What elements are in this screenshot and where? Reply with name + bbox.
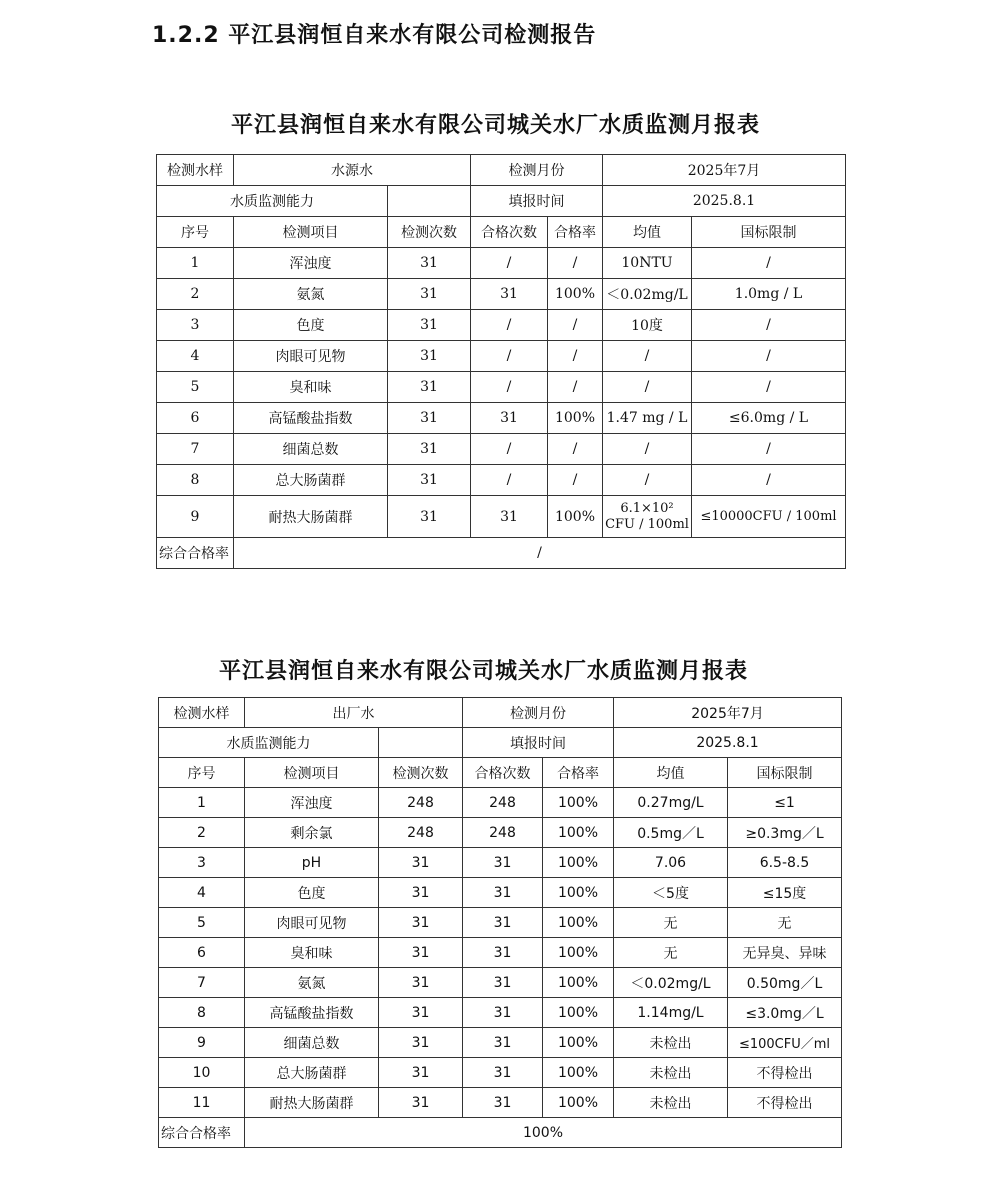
label-overall-rate: 综合合格率	[159, 1118, 245, 1148]
cell-mean: /	[603, 465, 692, 496]
cell-pass-count: 31	[463, 1088, 543, 1118]
column-header-row	[159, 758, 842, 788]
overall-row	[157, 538, 846, 569]
cell-item: 细菌总数	[234, 434, 388, 465]
cell-pass-count: /	[471, 310, 548, 341]
cell-pass-count: /	[471, 341, 548, 372]
cell-limit: ≤15度	[728, 878, 842, 908]
cell-seq: 7	[159, 968, 245, 998]
cell-item: 总大肠菌群	[234, 465, 388, 496]
cell-pass-count: 31	[463, 938, 543, 968]
cell-count: 31	[388, 465, 471, 496]
cell-pass-count: /	[471, 372, 548, 403]
cell-pass-count: /	[471, 434, 548, 465]
cell-pass-rate: /	[548, 465, 603, 496]
cell-mean: 10度	[603, 310, 692, 341]
report-title-source-water: 平江县润恒自来水有限公司城关水厂水质监测月报表	[231, 112, 761, 138]
value-overall-rate: 100%	[245, 1118, 842, 1148]
cell-mean: 未检出	[614, 1028, 728, 1058]
cell-seq: 4	[159, 878, 245, 908]
cell-seq: 8	[157, 465, 234, 496]
cell-item: 肉眼可见物	[234, 341, 388, 372]
cell-pass-count: /	[471, 465, 548, 496]
table-row	[157, 341, 846, 372]
cell-pass-count: 31	[471, 403, 548, 434]
cell-pass-rate: 100%	[543, 938, 614, 968]
cell-seq: 6	[159, 938, 245, 968]
value-fill-time: 2025.8.1	[614, 728, 842, 758]
cell-seq: 2	[159, 818, 245, 848]
cell-item: 剩余氯	[245, 818, 379, 848]
cell-count: 31	[379, 968, 463, 998]
report-title-finished-water: 平江县润恒自来水有限公司城关水厂水质监测月报表	[219, 658, 749, 684]
cell-pass-count: 31	[463, 968, 543, 998]
cell-item: 氨氮	[245, 968, 379, 998]
cell-seq: 6	[157, 403, 234, 434]
cell-seq: 3	[159, 848, 245, 878]
label-sample: 检测水样	[157, 155, 234, 186]
value-fill-time: 2025.8.1	[603, 186, 846, 217]
cell-pass-rate: 100%	[543, 1058, 614, 1088]
label-fill-time: 填报时间	[463, 728, 614, 758]
table-row	[157, 496, 846, 538]
cell-mean: /	[603, 372, 692, 403]
cell-seq: 1	[157, 248, 234, 279]
table-row	[157, 403, 846, 434]
header-row-sample	[159, 698, 842, 728]
label-overall-rate: 综合合格率	[157, 538, 234, 569]
cell-seq: 10	[159, 1058, 245, 1088]
cell-pass-rate: /	[548, 372, 603, 403]
cell-limit: 1.0mg / L	[692, 279, 846, 310]
cell-mean: 7.06	[614, 848, 728, 878]
column-header-mean: 均值	[614, 758, 728, 788]
column-header-count: 检测次数	[379, 758, 463, 788]
cell-pass-rate: 100%	[543, 788, 614, 818]
cell-count: 31	[379, 848, 463, 878]
cell-mean: 无	[614, 908, 728, 938]
cell-seq: 4	[157, 341, 234, 372]
header-row-sample	[157, 155, 846, 186]
cell-count: 31	[388, 341, 471, 372]
cell-item: 浑浊度	[245, 788, 379, 818]
cell-pass-rate: 100%	[543, 1028, 614, 1058]
table-row	[159, 818, 842, 848]
cell-mean: /	[603, 341, 692, 372]
header-row-capability	[157, 186, 846, 217]
label-month: 检测月份	[463, 698, 614, 728]
cell-pass-count: 31	[463, 998, 543, 1028]
cell-limit: 无	[728, 908, 842, 938]
cell-limit: ≥0.3mg／L	[728, 818, 842, 848]
cell-mean: ＜5度	[614, 878, 728, 908]
cell-count: 31	[388, 279, 471, 310]
cell-item: pH	[245, 848, 379, 878]
table-row	[159, 968, 842, 998]
cell-mean: 未检出	[614, 1058, 728, 1088]
cell-item: 耐热大肠菌群	[234, 496, 388, 538]
cell-seq: 5	[157, 372, 234, 403]
cell-limit: ≤10000CFU / 100ml	[692, 496, 846, 538]
cell-seq: 1	[159, 788, 245, 818]
column-header-seq: 序号	[159, 758, 245, 788]
cell-count: 31	[388, 496, 471, 538]
cell-item: 细菌总数	[245, 1028, 379, 1058]
column-header-limit: 国标限制	[692, 217, 846, 248]
cell-mean: 1.47 mg / L	[603, 403, 692, 434]
cell-seq: 5	[159, 908, 245, 938]
cell-limit: ≤1	[728, 788, 842, 818]
table-row	[157, 434, 846, 465]
cell-pass-count: 31	[463, 848, 543, 878]
value-capability	[388, 186, 471, 217]
table-row	[159, 788, 842, 818]
label-fill-time: 填报时间	[471, 186, 603, 217]
cell-pass-rate: 100%	[543, 1088, 614, 1118]
cell-count: 31	[379, 908, 463, 938]
column-header-row	[157, 217, 846, 248]
cell-item: 臭和味	[234, 372, 388, 403]
column-header-pass-count: 合格次数	[471, 217, 548, 248]
cell-pass-rate: 100%	[543, 968, 614, 998]
cell-seq: 11	[159, 1088, 245, 1118]
cell-item: 耐热大肠菌群	[245, 1088, 379, 1118]
table-row	[157, 372, 846, 403]
cell-count: 31	[379, 938, 463, 968]
cell-mean: 6.1×10² CFU / 100ml	[603, 496, 692, 538]
table-row	[159, 1028, 842, 1058]
cell-item: 色度	[234, 310, 388, 341]
cell-count: 31	[388, 372, 471, 403]
value-month: 2025年7月	[614, 698, 842, 728]
cell-mean: 无	[614, 938, 728, 968]
cell-limit: /	[692, 372, 846, 403]
cell-mean: 0.27mg/L	[614, 788, 728, 818]
cell-item: 肉眼可见物	[245, 908, 379, 938]
table-row	[159, 938, 842, 968]
column-header-mean: 均值	[603, 217, 692, 248]
cell-count: 31	[388, 403, 471, 434]
cell-item: 色度	[245, 878, 379, 908]
label-month: 检测月份	[471, 155, 603, 186]
cell-limit: /	[692, 465, 846, 496]
cell-pass-count: 31	[463, 1058, 543, 1088]
column-header-count: 检测次数	[388, 217, 471, 248]
cell-item: 浑浊度	[234, 248, 388, 279]
cell-mean: /	[603, 434, 692, 465]
value-capability	[379, 728, 463, 758]
table-row	[159, 1058, 842, 1088]
cell-count: 31	[379, 998, 463, 1028]
cell-item: 高锰酸盐指数	[245, 998, 379, 1028]
cell-mean: 10NTU	[603, 248, 692, 279]
cell-mean: 1.14mg/L	[614, 998, 728, 1028]
table-row	[159, 878, 842, 908]
label-sample: 检测水样	[159, 698, 245, 728]
table-row	[159, 908, 842, 938]
table-row	[159, 1088, 842, 1118]
cell-count: 31	[379, 1088, 463, 1118]
cell-pass-rate: 100%	[548, 403, 603, 434]
cell-pass-rate: /	[548, 248, 603, 279]
cell-pass-count: 31	[471, 496, 548, 538]
cell-mean: 0.5mg／L	[614, 818, 728, 848]
cell-pass-count: 31	[463, 1028, 543, 1058]
cell-count: 31	[379, 878, 463, 908]
column-header-pass-count: 合格次数	[463, 758, 543, 788]
value-month: 2025年7月	[603, 155, 846, 186]
table-row	[159, 998, 842, 1028]
cell-pass-count: 31	[471, 279, 548, 310]
cell-seq: 9	[157, 496, 234, 538]
cell-item: 氨氮	[234, 279, 388, 310]
cell-limit: 无异臭、异味	[728, 938, 842, 968]
column-header-item: 检测项目	[234, 217, 388, 248]
cell-count: 248	[379, 818, 463, 848]
cell-limit: 0.50mg／L	[728, 968, 842, 998]
report-table-source-water	[156, 154, 846, 569]
cell-limit: /	[692, 434, 846, 465]
cell-pass-rate: 100%	[543, 818, 614, 848]
cell-limit: /	[692, 310, 846, 341]
table-row	[157, 248, 846, 279]
cell-seq: 2	[157, 279, 234, 310]
cell-count: 31	[379, 1028, 463, 1058]
cell-pass-count: /	[471, 248, 548, 279]
column-header-limit: 国标限制	[728, 758, 842, 788]
cell-limit: ≤6.0mg / L	[692, 403, 846, 434]
cell-limit: ≤100CFU／ml	[728, 1028, 842, 1058]
value-sample: 出厂水	[245, 698, 463, 728]
cell-limit: 6.5-8.5	[728, 848, 842, 878]
cell-limit: 不得检出	[728, 1058, 842, 1088]
table-row	[157, 279, 846, 310]
cell-mean: 未检出	[614, 1088, 728, 1118]
cell-limit: ≤3.0mg／L	[728, 998, 842, 1028]
column-header-pass-rate: 合格率	[543, 758, 614, 788]
column-header-item: 检测项目	[245, 758, 379, 788]
cell-seq: 3	[157, 310, 234, 341]
cell-count: 31	[388, 310, 471, 341]
cell-pass-count: 248	[463, 788, 543, 818]
column-header-seq: 序号	[157, 217, 234, 248]
cell-seq: 7	[157, 434, 234, 465]
label-capability: 水质监测能力	[157, 186, 388, 217]
cell-limit: 不得检出	[728, 1088, 842, 1118]
column-header-pass-rate: 合格率	[548, 217, 603, 248]
cell-pass-rate: /	[548, 341, 603, 372]
cell-pass-rate: 100%	[543, 998, 614, 1028]
value-overall-rate: /	[234, 538, 846, 569]
table-row	[159, 848, 842, 878]
cell-count: 31	[388, 434, 471, 465]
cell-seq: 9	[159, 1028, 245, 1058]
cell-limit: /	[692, 248, 846, 279]
cell-pass-rate: /	[548, 310, 603, 341]
label-capability: 水质监测能力	[159, 728, 379, 758]
value-sample: 水源水	[234, 155, 471, 186]
cell-count: 248	[379, 788, 463, 818]
cell-pass-count: 31	[463, 908, 543, 938]
overall-row	[159, 1118, 842, 1148]
cell-seq: 8	[159, 998, 245, 1028]
cell-pass-rate: 100%	[543, 878, 614, 908]
table-row	[157, 310, 846, 341]
cell-pass-rate: 100%	[543, 908, 614, 938]
cell-count: 31	[388, 248, 471, 279]
cell-count: 31	[379, 1058, 463, 1088]
cell-pass-rate: /	[548, 434, 603, 465]
table-row	[157, 465, 846, 496]
section-heading: 1.2.2 平江县润恒自来水有限公司检测报告	[152, 23, 597, 48]
cell-pass-rate: 100%	[543, 848, 614, 878]
cell-item: 总大肠菌群	[245, 1058, 379, 1088]
cell-pass-rate: 100%	[548, 279, 603, 310]
cell-mean: ＜0.02mg/L	[614, 968, 728, 998]
cell-limit: /	[692, 341, 846, 372]
cell-item: 高锰酸盐指数	[234, 403, 388, 434]
header-row-capability	[159, 728, 842, 758]
cell-mean: ＜0.02mg/L	[603, 279, 692, 310]
report-table-finished-water	[158, 697, 842, 1148]
cell-item: 臭和味	[245, 938, 379, 968]
cell-pass-count: 31	[463, 878, 543, 908]
cell-pass-rate: 100%	[548, 496, 603, 538]
cell-pass-count: 248	[463, 818, 543, 848]
